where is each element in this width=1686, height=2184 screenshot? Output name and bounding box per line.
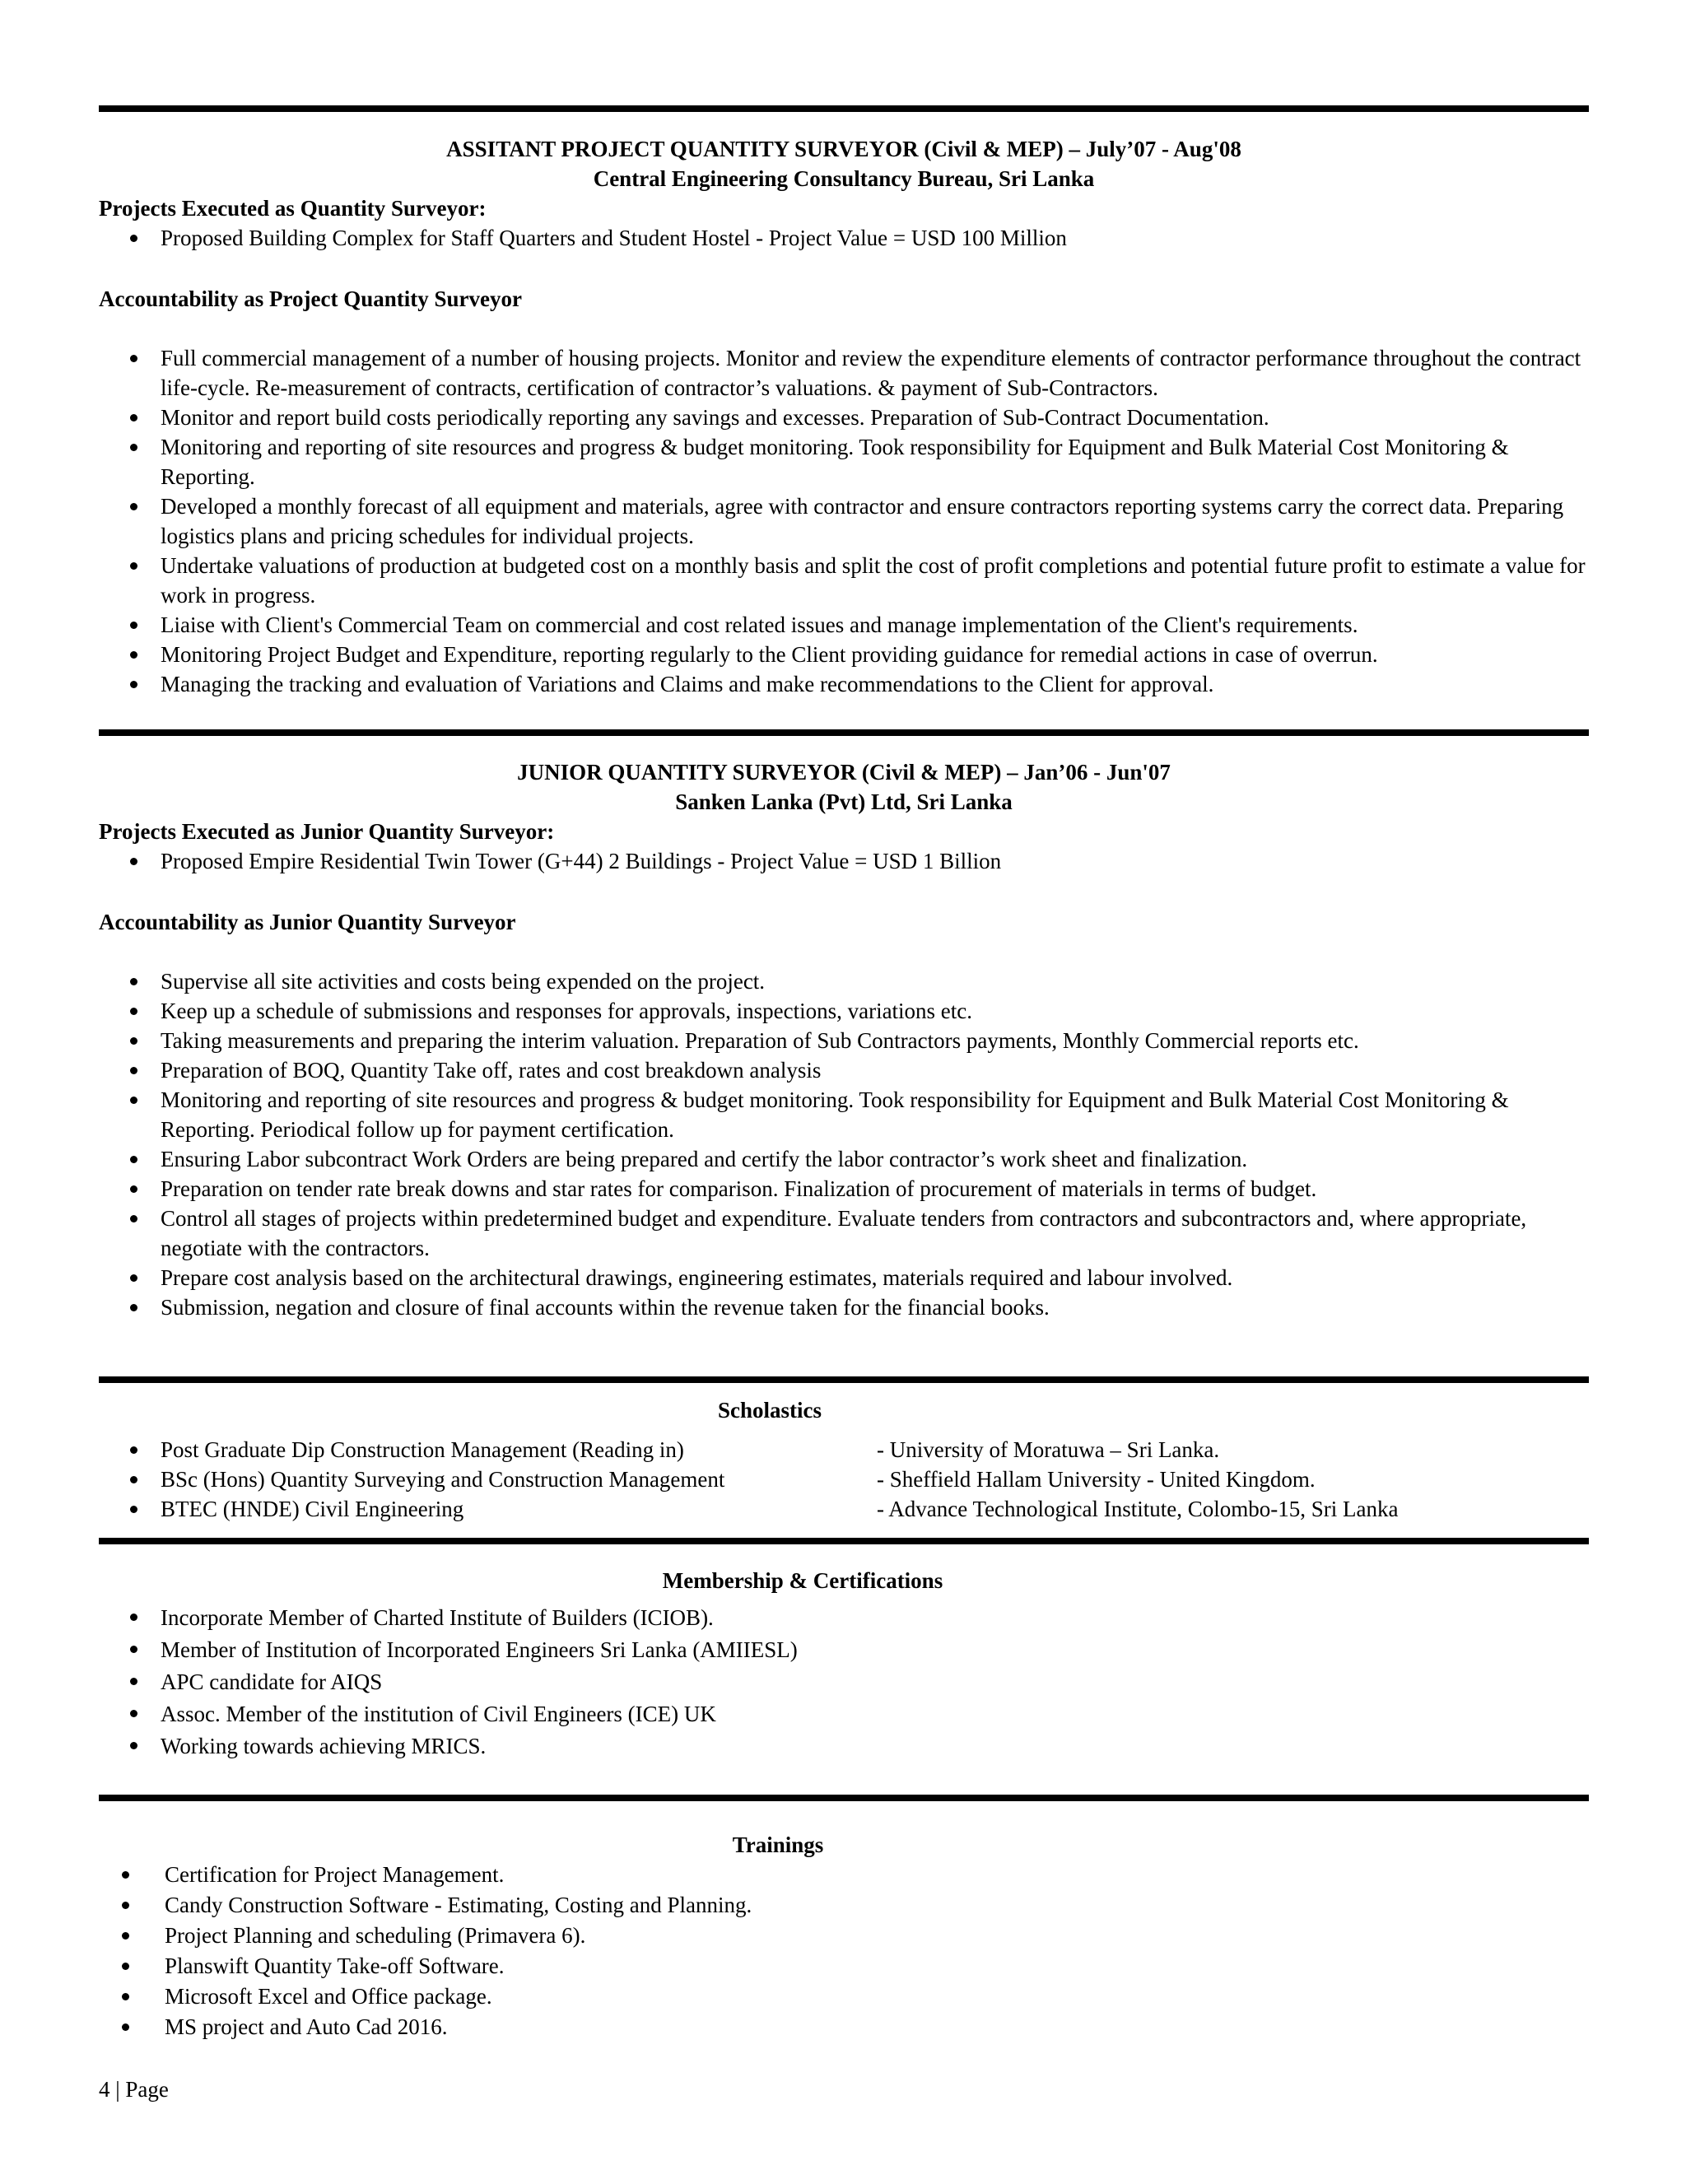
section-divider: [99, 105, 1589, 112]
institution-name: - Sheffield Hallam University - United Kingdom.: [877, 1467, 1316, 1492]
section-divider: [99, 1538, 1589, 1544]
list-item: Managing the tracking and evaluation of Variations and Claims and make recommendations to the Client for approval.: [99, 669, 1589, 699]
scholastics-heading: Scholastics: [717, 1398, 822, 1423]
institution-name: - University of Moratuwa – Sri Lanka.: [877, 1437, 1220, 1462]
list-item: Ensuring Labor subcontract Work Orders are being prepared and certify the labor contractor’s work sheet and finalization.: [99, 1144, 1589, 1174]
list-item: Liaise with Client's Commercial Team on commercial and cost related issues and manage implementation of the Client's requirements.: [99, 610, 1589, 640]
list-item: Working towards achieving MRICS.: [99, 1730, 1589, 1763]
page-number: 4 | Page: [99, 2077, 169, 2102]
accountability-list: [99, 343, 1589, 699]
list-item: Monitoring and reporting of site resources and progress & budget monitoring. Took responsibility for Equipment and Bulk Material Cost Monitoring & Reporting. Periodical follow up for payment certification.: [99, 1085, 1589, 1144]
list-item: Developed a monthly forecast of all equipment and materials, agree with contractor and ensure contractors reporting systems carry the correct data. Preparing logistics plans and pricing schedules for individual projects.: [99, 491, 1589, 551]
section-trainings: [99, 1830, 1589, 2042]
list-item: Proposed Building Complex for Staff Quarters and Student Hostel - Project Value = USD 100 Million: [99, 223, 1589, 253]
list-item: Member of Institution of Incorporated Engineers Sri Lanka (AMIIESL): [99, 1634, 1589, 1666]
projects-list: [99, 223, 1589, 253]
trainings-heading: Trainings: [732, 1832, 824, 1857]
list-item: Control all stages of projects within predetermined budget and expenditure. Evaluate tenders from contractors and subcontractors and, where appropriate, negotiate with the contractors.: [99, 1204, 1589, 1263]
scholastics-list: [99, 1435, 1589, 1524]
course-name: Post Graduate Dip Construction Management (Reading in): [161, 1437, 684, 1462]
list-item: Proposed Empire Residential Twin Tower (G+44) 2 Buildings - Project Value = USD 1 Billion: [99, 846, 1589, 876]
list-item: [99, 1494, 1589, 1524]
list-item: APC candidate for AIQS: [99, 1666, 1589, 1698]
list-item: Assoc. Member of the institution of Civil Engineers (ICE) UK: [99, 1698, 1589, 1730]
section-divider: [99, 729, 1589, 736]
institution-name: - Advance Technological Institute, Colombo-15, Sri Lanka: [877, 1497, 1399, 1521]
list-item: Taking measurements and preparing the interim valuation. Preparation of Sub Contractors payments, Monthly Commercial reports etc.: [99, 1026, 1589, 1055]
list-item: Full commercial management of a number of housing projects. Monitor and review the expenditure elements of contractor performance throughout the contract life-cycle. Re-measurement of contracts, certification of contractor’s valuations. & payment of Sub-Contractors.: [99, 343, 1589, 403]
membership-list: [99, 1602, 1589, 1763]
course-name: BSc (Hons) Quantity Surveying and Construction Management: [161, 1467, 725, 1492]
membership-heading: Membership & Certifications: [662, 1568, 943, 1593]
list-item: [99, 1435, 1589, 1465]
list-item: Monitoring Project Budget and Expenditure, reporting regularly to the Client providing guidance for remedial actions in case of overrun.: [99, 640, 1589, 669]
section-scholastics: [99, 1395, 1589, 1524]
list-item: [99, 1465, 1589, 1494]
list-item: Preparation of BOQ, Quantity Take off, rates and cost breakdown analysis: [99, 1055, 1589, 1085]
section-divider: [99, 1376, 1589, 1383]
job-title: ASSITANT PROJECT QUANTITY SURVEYOR (Civil & MEP) – July’07 - Aug'08: [446, 137, 1241, 161]
section-membership: [99, 1566, 1589, 1763]
list-item: Undertake valuations of production at budgeted cost on a monthly basis and split the cost of profit completions and potential future profit to estimate a value for work in progress.: [99, 551, 1589, 610]
company-name: Central Engineering Consultancy Bureau, Sri Lanka: [593, 166, 1095, 191]
list-item: Monitor and report build costs periodically reporting any savings and excesses. Preparation of Sub-Contract Documentation.: [99, 403, 1589, 432]
projects-list: [99, 846, 1589, 876]
list-item: Certification for Project Management.: [99, 1860, 1589, 1890]
section-junior-qs: [99, 757, 1589, 1322]
list-item: Supervise all site activities and costs being expended on the project.: [99, 966, 1589, 996]
section-assistant-qs: [99, 134, 1589, 699]
company-name: Sanken Lanka (Pvt) Ltd, Sri Lanka: [675, 789, 1013, 814]
list-item: Monitoring and reporting of site resources and progress & budget monitoring. Took responsibility for Equipment and Bulk Material Cost Monitoring & Reporting.: [99, 432, 1589, 491]
accountability-heading: Accountability as Junior Quantity Surveyor: [99, 910, 516, 934]
list-item: MS project and Auto Cad 2016.: [99, 2012, 1589, 2042]
list-item: Microsoft Excel and Office package.: [99, 1981, 1589, 2012]
list-item: Submission, negation and closure of final accounts within the revenue taken for the financial books.: [99, 1292, 1589, 1322]
list-item: Planswift Quantity Take-off Software.: [99, 1951, 1589, 1981]
projects-heading: Projects Executed as Quantity Surveyor:: [99, 196, 487, 221]
list-item: Keep up a schedule of submissions and responses for approvals, inspections, variations etc.: [99, 996, 1589, 1026]
list-item: Prepare cost analysis based on the architectural drawings, engineering estimates, materials required and labour involved.: [99, 1263, 1589, 1292]
accountability-list: [99, 966, 1589, 1322]
trainings-list: [99, 1860, 1589, 2042]
list-item: Preparation on tender rate break downs and star rates for comparison. Finalization of procurement of materials in terms of budget.: [99, 1174, 1589, 1204]
list-item: Project Planning and scheduling (Primavera 6).: [99, 1921, 1589, 1951]
projects-heading: Projects Executed as Junior Quantity Surveyor:: [99, 819, 555, 844]
section-divider: [99, 1795, 1589, 1801]
job-title: JUNIOR QUANTITY SURVEYOR (Civil & MEP) – Jan’06 - Jun'07: [517, 760, 1171, 785]
course-name: BTEC (HNDE) Civil Engineering: [161, 1497, 464, 1521]
accountability-heading: Accountability as Project Quantity Surveyor: [99, 286, 522, 311]
list-item: Candy Construction Software - Estimating, Costing and Planning.: [99, 1890, 1589, 1921]
list-item: Incorporate Member of Charted Institute of Builders (ICIOB).: [99, 1602, 1589, 1634]
